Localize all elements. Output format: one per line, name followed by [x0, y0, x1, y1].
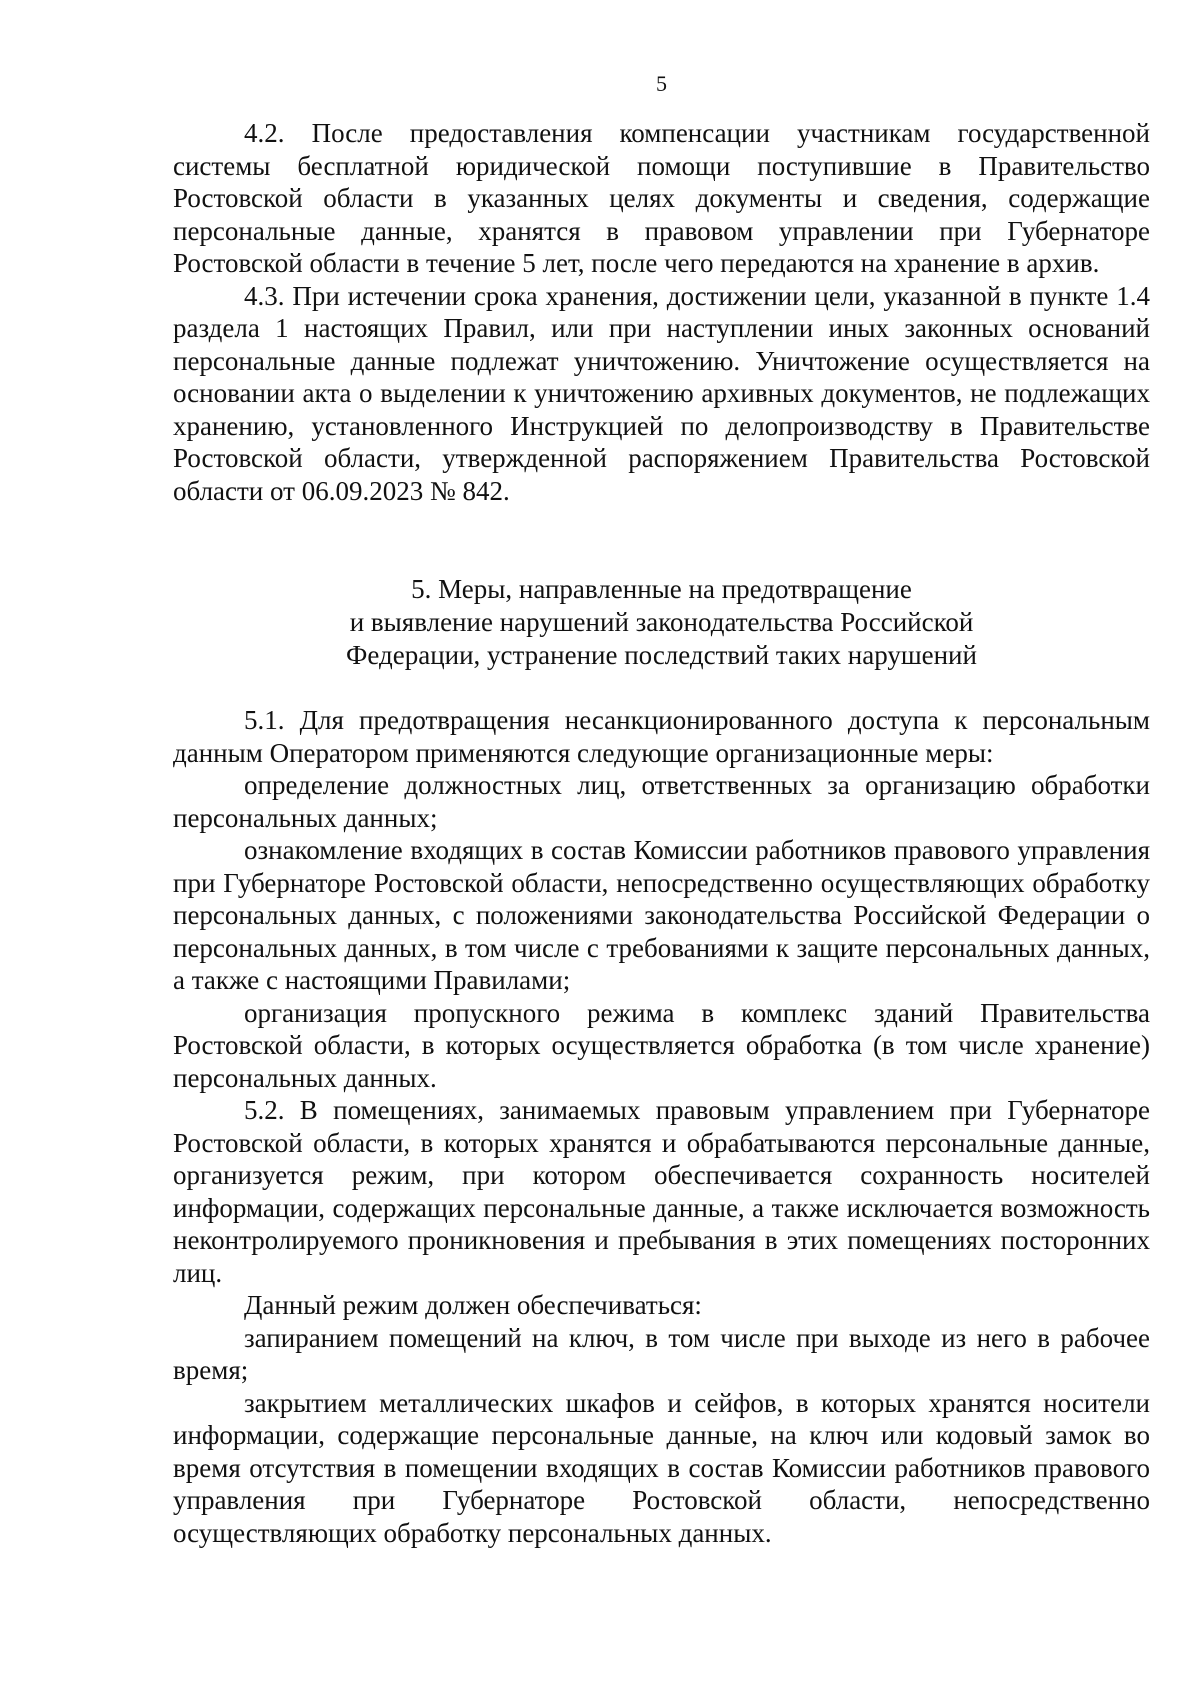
list-item-locking-cabinets: закрытием металлических шкафов и сейфов, в которых хранятся носители информации, содержащие персональные данные, на ключ или кодовый замок во время отсутствия в помещении входящих в состав Комиссии работников правового управления при Губернаторе Ростовской области, непосредственно осуществляющих обработку персональных данных. [173, 1387, 1150, 1548]
section-5-body [173, 704, 1150, 1549]
paragraph-5-1: 5.1. Для предотвращения несанкционированного доступа к персональным данным Оператором применяются следующие организационные меры: [173, 705, 1150, 768]
list-item-access-control: организация пропускного режима в комплекс зданий Правительства Ростовской области, в которых осуществляется обработка (в том числе хранение) персональных данных. [173, 997, 1150, 1093]
paragraph-5-2: 5.2. В помещениях, занимаемых правовым управлением при Губернаторе Ростовской области, в которых хранятся и обрабатываются персональные данные, организуется режим, при котором обеспечивается сохранность носителей информации, содержащих персональные данные, а также исключается возможность неконтролируемого проникновения и пребывания в этих помещениях посторонних лиц. [173, 1095, 1150, 1288]
regime-intro: Данный режим должен обеспечиваться: [244, 1290, 702, 1320]
section-4-body [173, 117, 1150, 507]
list-item-locking-rooms: запиранием помещений на ключ, в том числе при выходе из него в рабочее время; [173, 1322, 1150, 1385]
paragraph-4-2: 4.2. После предоставления компенсации участникам государственной системы бесплатной юридической помощи поступившие в Правительство Ростовской области в указанных целях документы и сведения, содержащие персональные данные, хранятся в правовом управлении при Губернаторе Ростовской области в течение 5 лет, после чего передаются на хранение в архив. [173, 118, 1150, 278]
paragraph-4-3: 4.3. При истечении срока хранения, достижении цели, указанной в пункте 1.4 раздела 1 настоящих Правил, или при наступлении иных законных оснований персональные данные подлежат уничтожению. Уничтожение осуществляется на основании акта о выделении к уничтожению архивных документов, не подлежащих хранению, установленного Инструкцией по делопроизводству в Правительстве Ростовской области, утвержденной распоряжением Правительства Ростовской области от 06.09.2023 № 842. [173, 280, 1150, 506]
list-item-officials: определение должностных лиц, ответственных за организацию обработки персональных данных; [173, 770, 1150, 833]
section-title-line-3: Федерации, устранение последствий таких нарушений [346, 640, 977, 670]
section-title-line-1: 5. Меры, направленные на предотвращение [411, 574, 912, 604]
page-number: 5 [656, 71, 667, 96]
section-5-title [173, 573, 1150, 672]
section-title-line-2: и выявление нарушений законодательства Российской [349, 607, 974, 637]
list-item-familiarization: ознакомление входящих в состав Комиссии работников правового управления при Губернаторе Ростовской области, непосредственно осуществляющих обработку персональных данных, с положениями законодательства Российской Федерации о персональных данных, в том числе с требованиями к защите персональных данных, а также с настоящими Правилами; [173, 835, 1150, 995]
